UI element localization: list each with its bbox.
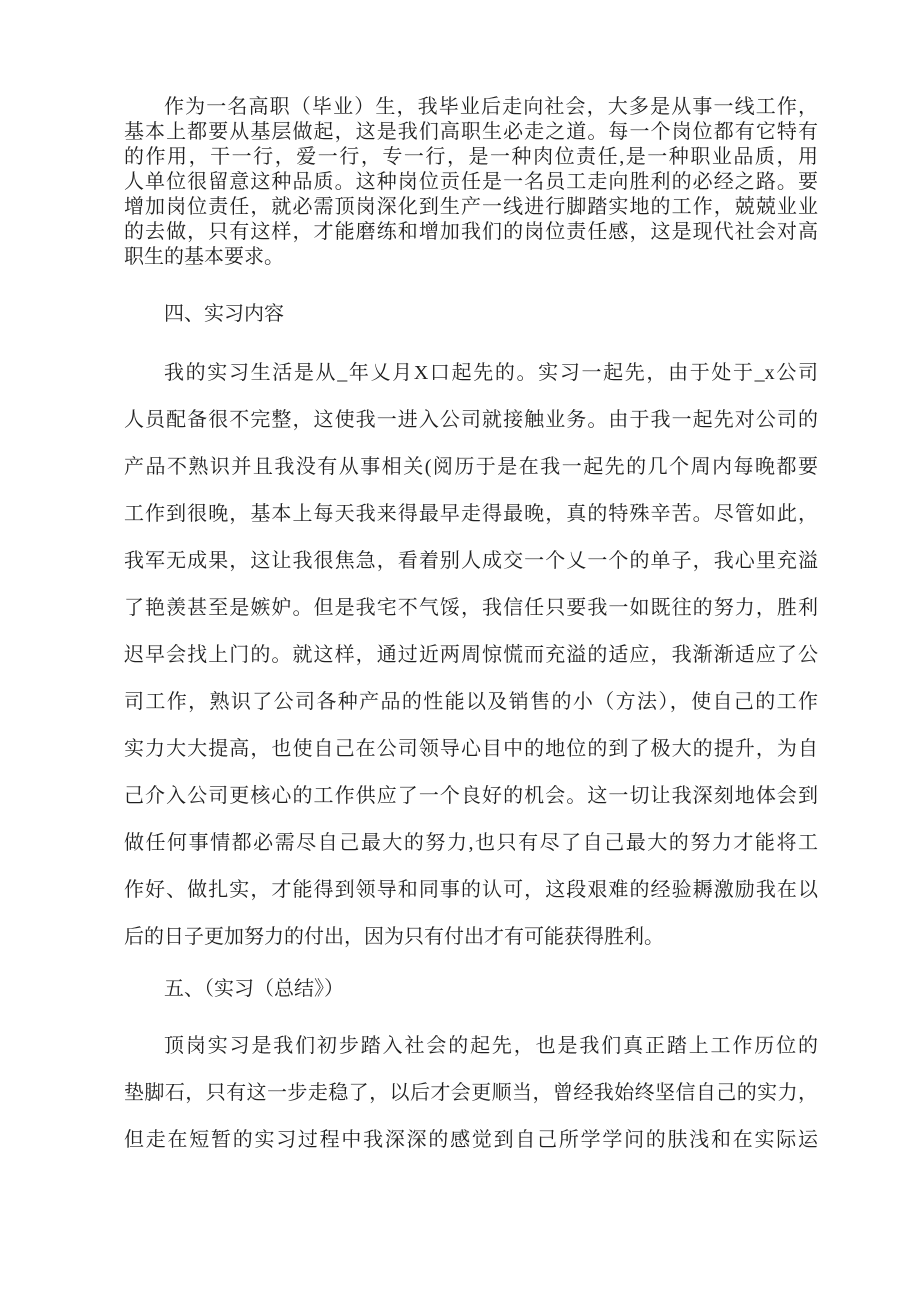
text-line: 的去做，只有这样，才能磨练和增加我们的岗位责任感，这是现代社会对高 [124, 221, 818, 243]
text-line: 了艳羡甚至是嫉妒。但是我宅不气馁，我信任只要我一如既往的努力，胜利 [124, 597, 818, 619]
text-line: 作好、做扎实，才能得到领导和同事的认可，这段艰难的经验耨激励我在以 [124, 879, 818, 901]
text-line: 的作用，干一行，爱一行，专一行，是一种肉位责任,是一种职业品质，用 [124, 146, 818, 168]
paragraph-internship-content [124, 350, 818, 961]
text-line: 顶岗实习是我们初步踏入社会的起先，也是我们真正踏上工作历位的 [164, 1035, 818, 1057]
text-line: 但走在短暂的实习过程中我深深的感觉到自己所学学问的肤浅和在实际运 [124, 1129, 818, 1151]
text-line: 产品不熟识并且我没有从事相关(阅历于是在我一起先的几个周内每晚都要 [124, 456, 818, 478]
text-line: 增加岗位责任，就必需顶岗深化到生产一线进行脚踏实地的工作，兢兢业业 [124, 196, 818, 218]
text-line: 迟早会找上门的。就这样，通过近两周惊慌而充溢的适应，我渐渐适应了公 [124, 644, 818, 666]
section-heading-internship-content: 四、实习内容 [164, 303, 284, 325]
text-line: 职生的基本要求。 [124, 246, 284, 268]
text-line: 人单位很留意这种品质。这种岗位贡任是一名员工走向胜利的必经之路。要 [124, 171, 818, 193]
text-line: 己介入公司更核心的工作供应了一个良好的机会。这一切让我深刻地体会到 [124, 785, 818, 807]
text-line: 实力大大提高，也使自己在公司领导心目中的地位的到了极大的提升，为自 [124, 738, 818, 760]
text-line: 垫脚石，只有这一步走稳了，以后才会更顺当，曾经我始终坚信自己的实力， [124, 1082, 818, 1104]
text-line: 我的实习生活是从_年乂月X口起先的。实习一起先，由于处于_x公司 [164, 362, 818, 384]
text-line: 司工作，熟识了公司各种产品的性能以及销售的小（方法），使自己的工作 [124, 691, 818, 713]
text-line: 我军无成果，这让我很焦急，看着别人成交一个乂一个的单子，我心里充溢 [124, 550, 818, 572]
text-line: 做任何事情都必需尽自己最大的努力,也只有尽了自己最大的努力才能将工 [124, 832, 818, 854]
text-line: 人员配备很不完整，这使我一进入公司就接触业务。由于我一起先对公司的 [124, 409, 818, 431]
text-line: 作为一名高职（毕业）生，我毕业后走向社会，大多是从事一线工作， [164, 96, 818, 118]
text-line: 基本上都要从基层做起，这是我们高职生必走之道。每一个岗位都有它特有 [124, 121, 818, 143]
text-line: 工作到很晚，基本上每天我来得最早走得最晚，真的特殊辛苦。尽管如此， [124, 503, 818, 525]
text-line: 后的日子更加努力的付出，因为只有付出才有可能获得胜利。 [124, 926, 664, 948]
paragraph-job-responsibility [124, 95, 818, 270]
section-heading-internship-summary: 五、（实习（总结》） [164, 978, 344, 1000]
paragraph-internship-summary [124, 1023, 818, 1164]
